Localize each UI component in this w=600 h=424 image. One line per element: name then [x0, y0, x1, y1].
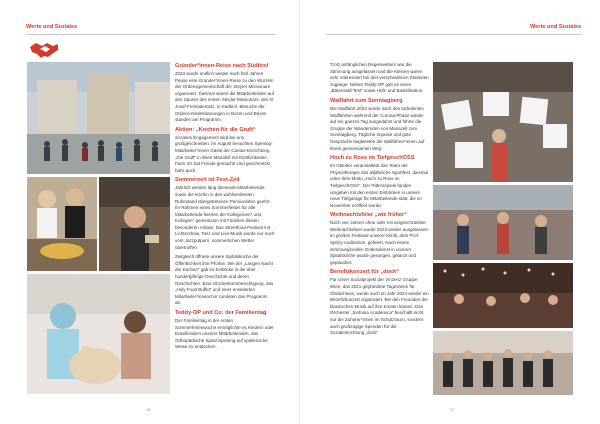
text-cooking-gruft: Soziales Engagement wird bei uns großgeschrieben. Im August besuchten Spenlog-Mitarbeiter*innen Gäste der Caritas-Einrichtung „Die Gruft“ in Wien Mariahilf mit Köstlichkeiten. Fazit: Es hat Freude gemacht! Und geschmeckt hat's auch.	[175, 134, 273, 173]
header-divider	[326, 34, 582, 35]
heading-christmas: Weihnachtsfeier „wie früher“	[330, 212, 407, 219]
heading-family-day: Teddy-OP und Co: der Familientag	[175, 310, 267, 316]
photo-ross-event	[433, 185, 573, 260]
heading-cooking-gruft: Aktion: „Kochen für die Gruft“	[175, 126, 256, 133]
text-long-night: Zeitgleich öffnete unsere Spitalsküche der Öffentlichkeit ihre Pforten. Bei der „Langen Nacht der Küchen“ gab es Einblicke in die über hundertjährige Geschichte und deren Geschichten. Eine Glockenturmbesichtigung, das „Holy Food Buffet“ und einer erweiterten Mitarbeiter*innenchor rundeten das Programm ab.	[175, 254, 274, 306]
text-family-day-cont: Trotz anfänglichen Regenwetters war die Stimmung ausgelassen und die Kleinen waren sehr interessiert bei den verschiedenen Stationen zugange. Neben Teddy-OP gab es einen „Bärenstall-Test“ sowie Hüft- und Bastelstation.	[330, 62, 429, 94]
section-label: Werte und Soziales	[530, 24, 582, 30]
photo-cooking-charity	[27, 177, 97, 271]
page-number: 16	[146, 407, 151, 412]
text-summer-fest: Jährlich werden lang dienende Mitarbeitende sowie die Köchin in den wohlverdienten Ruhestand übergetretenen Pensionisten geehrt. Im Rahmen eines Sommerfestes für alle Mitarbeitende feierten die Kolleginnen* und Kollegen* gemeinsam mit Familien diesen besonderen Anlass. Das Streetfood-Festival mit Lichtershow, Tanz und Live-Musik wurde nur noch vom Jazzpotpurri, sommerlichen Wetter übertroffen.	[175, 185, 275, 250]
heading-pilgrimage: Wallfahrt zum Sonntagberg	[330, 97, 403, 104]
heading-benefit-concert: Benefizkonzert für „dock“	[330, 269, 399, 276]
header-divider	[26, 34, 276, 35]
handshake-icon	[28, 38, 60, 60]
heading-founders-trip: Gründer*innen-Reise nach Südtirol	[175, 63, 269, 69]
page-number: 17	[450, 407, 455, 412]
photo-benefit-concert	[433, 331, 573, 395]
heading-ross: Hoch zu Ross im TiefgeschOSS	[330, 155, 415, 162]
photo-summer-fest	[99, 177, 170, 271]
left-text-column	[175, 62, 275, 354]
text-pilgrimage: Die Wallfahrt 2023 wurde nach den turbulenten Wallfahrten während der Corona-Phase wieder auf ein ganzes Tag ausgedehnt und führte die Gruppe der Wandernden von Mariazell zum Sonntagberg. Tägliche Impulse und gute Gespräche begleiteten die Wallfahrer*innen auf ihrem gemeinsamen Weg.	[330, 105, 425, 151]
heading-summer-fest: Sommerzeit ist Fest-Zeit	[175, 177, 240, 184]
right-text-column	[330, 62, 430, 340]
photo-christmas-party	[433, 263, 573, 328]
text-founders-trip: 2023 wurde endlich wieder nach fünf Jahren Pause eine Gründer*innen-Reise zu den Wurzeln der Ordensgemeinschaft der Steyler Missionare organisiert. Diesmal waren die Mitarbeitenden auf den Spuren des ersten Steyler Missionars, des hl. Josef Freinademetz, in Südtirol. Besuche der Ordens-Niederlassungen in Bozen und Brixen standen am Programm.	[175, 71, 275, 123]
text-family-day: Der Familientag in der ersten Sommerferienwoche ermöglichte es Kindern oder Enkelkindern unserer Mitarbeitenden, das Orthopädische Spital Speising auf spielerische Weise zu entdecken.	[175, 318, 274, 350]
photo-teddy-op	[27, 274, 170, 394]
section-label: Werte und Soziales	[26, 24, 78, 30]
right-page	[300, 0, 600, 424]
text-ross: Im Oktober veranstaltete das Team der Physiotherapie das alljährliche Sportfest, diesmal unter dem Motto „Hoch zu Ross im TiefgeschOSS“. Der Rittersspiele fanden umgeben mit den ersten Einblicken in unsere neue Tiefgarage für Mitarbeitende statt, die im November eröffnet wurde.	[330, 163, 429, 208]
photo-southtyrol-group	[27, 62, 170, 174]
text-christmas: Nach vier Jahren ohne oder mit eingeschränkter Weihnachtsfeier wurde 2023 wieder ausgelassen im großen Festsaal unserer Klinik, dem Prof-Spitzy-Auditorium, gefeiert. Nach einem stimmungsvollen Gottesdienst in unserer Spitalskirche wurde gesungen, getanzt und geplaudert.	[330, 220, 428, 265]
photo-pilgrimage-signs	[433, 62, 573, 182]
text-benefit-concert: Für unser Sozialprojekt der Vinzenz Gruppe Wien, das 2021 gegründete Tagesheim für Obdachlose, wurde auch im Jahr 2023 wieder ein Benefizkonzert organisiert. Bei den Freunden der klassischen Musik auf ihre Kosten kamen. Das Orchester „Sinfonia Academica“ beschallt nicht nur die Zuhörer*innen im Schutzraum, sondern auch großzügige Spenden für die Sozialeinrichtung „dock“.	[330, 277, 429, 336]
